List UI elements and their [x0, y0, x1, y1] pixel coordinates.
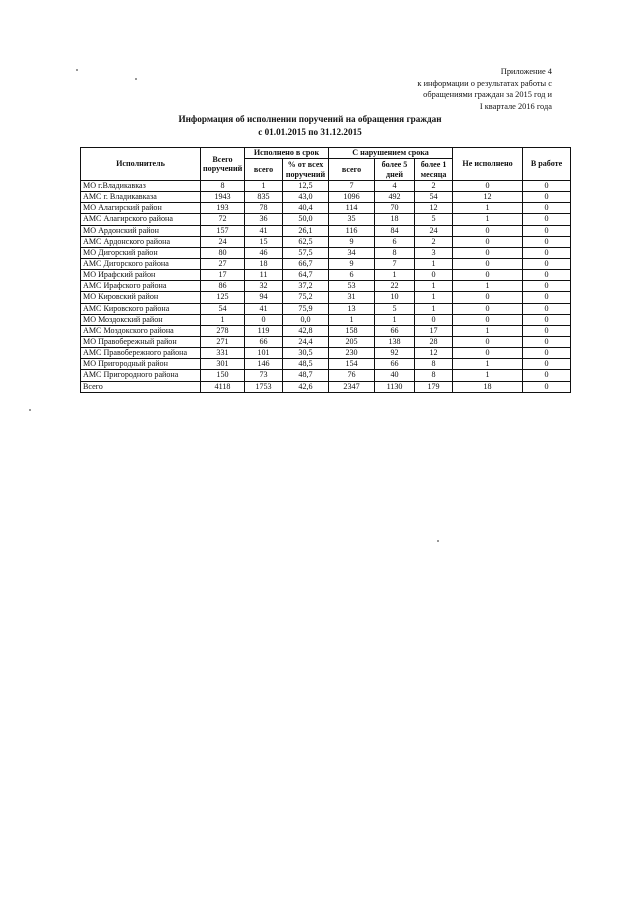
row-value-cell: 0 [453, 292, 523, 303]
header-executor: Исполнитель [81, 148, 201, 181]
row-value-cell: 94 [245, 292, 283, 303]
row-value-cell: 0 [523, 203, 571, 214]
row-value-cell: 271 [201, 336, 245, 347]
row-value-cell: 1 [453, 203, 523, 214]
row-value-cell: 13 [329, 303, 375, 314]
row-value-cell: 42,6 [283, 381, 329, 392]
table-row [81, 214, 571, 225]
row-value-cell: 116 [329, 225, 375, 236]
row-value-cell: 24 [201, 236, 245, 247]
row-executor-cell: АМС Моздокского района [81, 325, 201, 336]
row-value-cell: 0 [453, 225, 523, 236]
table-row [81, 192, 571, 203]
row-value-cell: 0 [245, 314, 283, 325]
row-value-cell: 50,0 [283, 214, 329, 225]
row-value-cell: 193 [201, 203, 245, 214]
row-value-cell: 15 [245, 236, 283, 247]
row-value-cell: 12 [415, 348, 453, 359]
row-value-cell: 154 [329, 359, 375, 370]
row-value-cell: 8 [375, 247, 415, 258]
row-value-cell: 7 [329, 181, 375, 192]
row-value-cell: 75,9 [283, 303, 329, 314]
row-value-cell: 5 [415, 214, 453, 225]
row-value-cell: 37,2 [283, 281, 329, 292]
annex-note [352, 66, 552, 112]
row-executor-cell: АМС Пригородного района [81, 370, 201, 381]
row-executor-cell: АМС Дигорского района [81, 258, 201, 269]
row-value-cell: 78 [245, 203, 283, 214]
row-value-cell: 1 [453, 370, 523, 381]
row-value-cell: 12 [415, 203, 453, 214]
row-value-cell: 146 [245, 359, 283, 370]
row-value-cell: 80 [201, 247, 245, 258]
row-value-cell: 1 [415, 303, 453, 314]
row-value-cell: 2 [415, 181, 453, 192]
row-value-cell: 0 [523, 348, 571, 359]
row-value-cell: 24 [415, 225, 453, 236]
header-not-done: Не исполнено [453, 148, 523, 181]
scan-speck [29, 409, 31, 411]
row-value-cell: 0 [453, 348, 523, 359]
row-value-cell: 1 [453, 214, 523, 225]
row-value-cell: 1753 [245, 381, 283, 392]
row-value-cell: 18 [453, 381, 523, 392]
row-value-cell: 1 [245, 181, 283, 192]
table-row [81, 303, 571, 314]
row-value-cell: 43,0 [283, 192, 329, 203]
row-value-cell: 0 [453, 247, 523, 258]
table-row [81, 203, 571, 214]
row-value-cell: 138 [375, 336, 415, 347]
row-value-cell: 0 [523, 325, 571, 336]
header-overdue-group: С нарушением срока [329, 148, 453, 159]
row-value-cell: 101 [245, 348, 283, 359]
table-row [81, 236, 571, 247]
row-value-cell: 1096 [329, 192, 375, 203]
row-value-cell: 66 [375, 359, 415, 370]
row-value-cell: 40 [375, 370, 415, 381]
row-value-cell: 12 [453, 192, 523, 203]
row-value-cell: 0 [415, 314, 453, 325]
row-value-cell: 9 [329, 258, 375, 269]
table-row [81, 270, 571, 281]
row-value-cell: 0 [453, 303, 523, 314]
row-value-cell: 1943 [201, 192, 245, 203]
row-value-cell: 2347 [329, 381, 375, 392]
annex-line: I квартале 2016 года [479, 101, 552, 111]
header-on-time-total: всего [245, 159, 283, 181]
row-value-cell: 9 [329, 236, 375, 247]
row-value-cell: 0 [523, 281, 571, 292]
row-value-cell: 0 [523, 236, 571, 247]
row-executor-cell: МО Кировский район [81, 292, 201, 303]
row-value-cell: 0 [523, 370, 571, 381]
row-value-cell: 8 [415, 370, 453, 381]
row-value-cell: 0 [523, 303, 571, 314]
row-value-cell: 86 [201, 281, 245, 292]
header-in-work: В работе [523, 148, 571, 181]
row-value-cell: 64,7 [283, 270, 329, 281]
row-executor-cell: МО Правобережный район [81, 336, 201, 347]
row-value-cell: 40,4 [283, 203, 329, 214]
row-value-cell: 125 [201, 292, 245, 303]
row-value-cell: 2 [415, 236, 453, 247]
row-value-cell: 1130 [375, 381, 415, 392]
row-value-cell: 0 [453, 336, 523, 347]
row-value-cell: 92 [375, 348, 415, 359]
row-value-cell: 0 [523, 192, 571, 203]
row-value-cell: 0 [453, 181, 523, 192]
row-value-cell: 22 [375, 281, 415, 292]
header-overdue-5days: более 5 дней [375, 159, 415, 181]
row-value-cell: 11 [245, 270, 283, 281]
row-value-cell: 42,8 [283, 325, 329, 336]
row-executor-cell: МО Пригородный район [81, 359, 201, 370]
row-value-cell: 0 [453, 236, 523, 247]
table-row [81, 258, 571, 269]
row-executor-cell: МО Ардонский район [81, 225, 201, 236]
header-overdue-month: более 1 месяца [415, 159, 453, 181]
row-value-cell: 27 [201, 258, 245, 269]
row-value-cell: 57,5 [283, 247, 329, 258]
row-value-cell: 0 [523, 270, 571, 281]
row-executor-cell: МО Дигорский район [81, 247, 201, 258]
row-value-cell: 12,5 [283, 181, 329, 192]
row-value-cell: 17 [415, 325, 453, 336]
row-value-cell: 0 [523, 181, 571, 192]
row-value-cell: 4118 [201, 381, 245, 392]
row-value-cell: 0 [415, 270, 453, 281]
row-value-cell: 0 [523, 292, 571, 303]
row-value-cell: 205 [329, 336, 375, 347]
row-executor-cell: АМС Кировского района [81, 303, 201, 314]
row-value-cell: 66,7 [283, 258, 329, 269]
table-body [81, 181, 571, 393]
scan-speck [437, 540, 439, 542]
row-value-cell: 1 [415, 258, 453, 269]
row-value-cell: 492 [375, 192, 415, 203]
row-value-cell: 18 [375, 214, 415, 225]
row-executor-cell: АМС Правобережного района [81, 348, 201, 359]
row-value-cell: 6 [375, 236, 415, 247]
row-executor-cell: МО Ирафский район [81, 270, 201, 281]
row-value-cell: 66 [375, 325, 415, 336]
row-value-cell: 230 [329, 348, 375, 359]
table-row [81, 247, 571, 258]
table-row [81, 348, 571, 359]
row-value-cell: 66 [245, 336, 283, 347]
row-executor-cell: МО Моздокский район [81, 314, 201, 325]
row-value-cell: 41 [245, 303, 283, 314]
row-value-cell: 8 [415, 359, 453, 370]
row-value-cell: 0 [523, 225, 571, 236]
row-value-cell: 114 [329, 203, 375, 214]
row-value-cell: 31 [329, 292, 375, 303]
header-on-time-group: Исполнено в срок [245, 148, 329, 159]
table-row [81, 181, 571, 192]
row-executor-cell: АМС Алагирского района [81, 214, 201, 225]
row-value-cell: 0 [453, 270, 523, 281]
row-value-cell: 1 [329, 314, 375, 325]
table-row [81, 381, 571, 392]
row-value-cell: 0 [453, 314, 523, 325]
row-value-cell: 0 [523, 336, 571, 347]
row-value-cell: 119 [245, 325, 283, 336]
row-value-cell: 1 [415, 292, 453, 303]
row-value-cell: 35 [329, 214, 375, 225]
header-overdue-total: всего [329, 159, 375, 181]
row-value-cell: 48,5 [283, 359, 329, 370]
table-row [81, 314, 571, 325]
row-value-cell: 8 [201, 181, 245, 192]
row-value-cell: 4 [375, 181, 415, 192]
row-executor-cell: МО Алагирский район [81, 203, 201, 214]
row-value-cell: 0 [523, 359, 571, 370]
row-value-cell: 0 [523, 247, 571, 258]
table-row [81, 225, 571, 236]
row-value-cell: 48,7 [283, 370, 329, 381]
row-value-cell: 41 [245, 225, 283, 236]
row-value-cell: 0 [523, 258, 571, 269]
row-executor-cell: АМС Ардонского района [81, 236, 201, 247]
row-executor-cell: АМС Ирафского района [81, 281, 201, 292]
row-value-cell: 72 [201, 214, 245, 225]
row-value-cell: 0 [523, 214, 571, 225]
row-value-cell: 24,4 [283, 336, 329, 347]
row-value-cell: 835 [245, 192, 283, 203]
row-value-cell: 36 [245, 214, 283, 225]
row-value-cell: 46 [245, 247, 283, 258]
row-value-cell: 6 [329, 270, 375, 281]
execution-table [80, 147, 571, 393]
row-value-cell: 5 [375, 303, 415, 314]
row-executor-cell: Всего [81, 381, 201, 392]
row-value-cell: 1 [453, 281, 523, 292]
row-value-cell: 301 [201, 359, 245, 370]
table-row [81, 370, 571, 381]
row-value-cell: 30,5 [283, 348, 329, 359]
row-value-cell: 1 [415, 281, 453, 292]
row-value-cell: 1 [201, 314, 245, 325]
title-line-1: Информация об исполнении поручений на обращения граждан [178, 114, 442, 124]
scan-speck [135, 78, 137, 80]
document-title [110, 113, 510, 138]
row-value-cell: 278 [201, 325, 245, 336]
row-value-cell: 32 [245, 281, 283, 292]
header-on-time-percent: % от всех поручений [283, 159, 329, 181]
row-value-cell: 0 [523, 314, 571, 325]
row-value-cell: 3 [415, 247, 453, 258]
row-value-cell: 179 [415, 381, 453, 392]
row-value-cell: 62,5 [283, 236, 329, 247]
row-value-cell: 1 [453, 325, 523, 336]
row-value-cell: 7 [375, 258, 415, 269]
table-row [81, 292, 571, 303]
row-value-cell: 1 [453, 359, 523, 370]
row-value-cell: 10 [375, 292, 415, 303]
row-value-cell: 73 [245, 370, 283, 381]
table-row [81, 336, 571, 347]
row-value-cell: 70 [375, 203, 415, 214]
title-line-2: с 01.01.2015 по 31.12.2015 [258, 126, 362, 137]
annex-line: Приложение 4 [500, 67, 552, 76]
row-value-cell: 1 [375, 314, 415, 325]
row-value-cell: 18 [245, 258, 283, 269]
row-value-cell: 0 [453, 258, 523, 269]
scan-speck [76, 69, 78, 71]
row-value-cell: 158 [329, 325, 375, 336]
row-value-cell: 26,1 [283, 225, 329, 236]
row-value-cell: 157 [201, 225, 245, 236]
annex-line: к информации о результатах работы с [417, 78, 552, 88]
table-row [81, 281, 571, 292]
table-row [81, 325, 571, 336]
row-value-cell: 0,0 [283, 314, 329, 325]
row-value-cell: 75,2 [283, 292, 329, 303]
row-executor-cell: МО г.Владикавказ [81, 181, 201, 192]
annex-line: обращениями граждан за 2015 год и [423, 90, 552, 99]
row-value-cell: 54 [415, 192, 453, 203]
row-value-cell: 34 [329, 247, 375, 258]
row-value-cell: 1 [375, 270, 415, 281]
row-executor-cell: АМС г. Владикавказа [81, 192, 201, 203]
header-total-orders: Всего поручений [201, 148, 245, 181]
row-value-cell: 17 [201, 270, 245, 281]
row-value-cell: 331 [201, 348, 245, 359]
row-value-cell: 53 [329, 281, 375, 292]
row-value-cell: 150 [201, 370, 245, 381]
row-value-cell: 28 [415, 336, 453, 347]
row-value-cell: 0 [523, 381, 571, 392]
row-value-cell: 84 [375, 225, 415, 236]
row-value-cell: 54 [201, 303, 245, 314]
row-value-cell: 76 [329, 370, 375, 381]
table-row [81, 359, 571, 370]
